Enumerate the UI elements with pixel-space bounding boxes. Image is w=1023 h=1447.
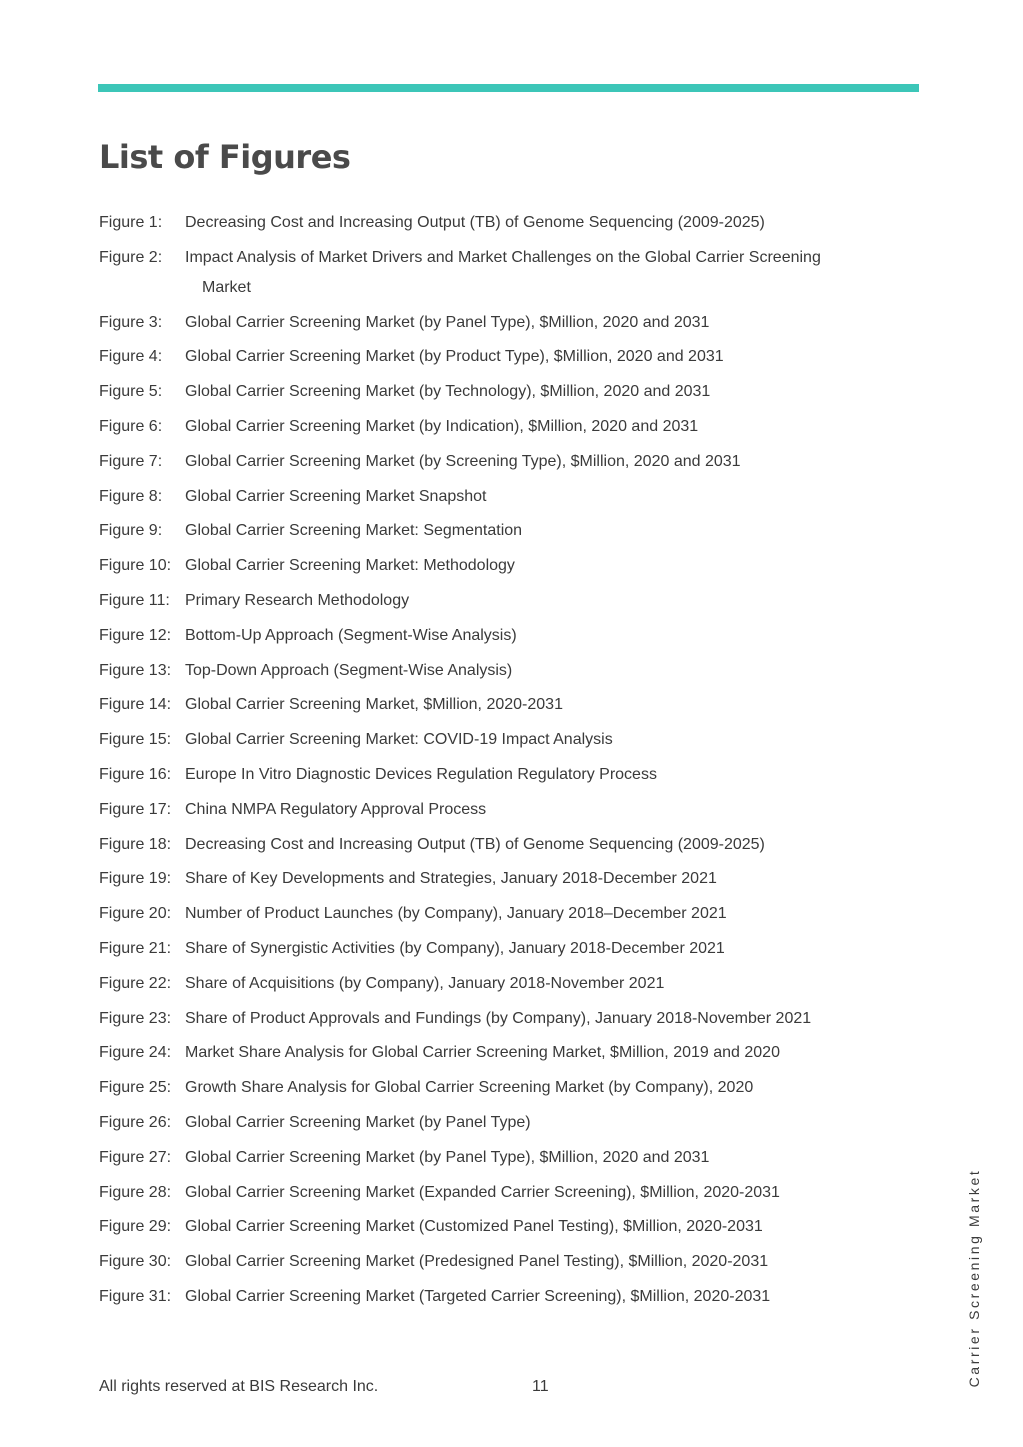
figure-title-text: Global Carrier Screening Market (Targeted Carrier Screening), $Million, 2020-2031 — [185, 1287, 771, 1305]
figure-title — [185, 412, 899, 442]
figure-title-text: Decreasing Cost and Increasing Output (TB) of Genome Sequencing (2009-2025) — [185, 835, 765, 853]
side-running-title: Carrier Screening Market — [966, 1168, 982, 1388]
figure-number: Figure 21: — [99, 939, 172, 957]
figure-title-text: Europe In Vitro Diagnostic Devices Regulation Regulatory Process — [185, 765, 657, 783]
figure-title — [185, 447, 899, 477]
figure-title-text: Global Carrier Screening Market: Methodology — [185, 557, 515, 575]
figure-title-text: Global Carrier Screening Market Snapshot — [185, 487, 487, 505]
figure-title-text: Global Carrier Screening Market (by Screening Type), $Million, 2020 and 2031 — [185, 452, 741, 470]
figure-title-text: Primary Research Methodology — [185, 591, 410, 609]
figure-title — [185, 1212, 899, 1242]
figure-title-text: Top-Down Approach (Segment-Wise Analysis) — [185, 661, 513, 679]
figure-number: Figure 18: — [99, 835, 172, 853]
figure-number: Figure 27: — [99, 1148, 172, 1166]
figure-entry — [99, 725, 899, 755]
figure-entry — [99, 656, 899, 686]
figure-entry — [99, 690, 899, 720]
figure-title — [185, 516, 899, 546]
figure-number: Figure 8: — [99, 487, 163, 505]
figure-entry — [99, 1212, 899, 1242]
figure-number: Figure 26: — [99, 1113, 172, 1131]
figure-title-text: Global Carrier Screening Market (by Panel Type), $Million, 2020 and 2031 — [185, 313, 710, 331]
figure-title-text: Decreasing Cost and Increasing Output (TB) of Genome Sequencing (2009-2025) — [185, 214, 765, 231]
figure-entry — [99, 1247, 899, 1277]
figure-number: Figure 7: — [99, 452, 163, 470]
figure-title — [185, 934, 899, 964]
figure-title-text: Global Carrier Screening Market (by Product Type), $Million, 2020 and 2031 — [185, 348, 724, 366]
figure-title — [185, 621, 899, 651]
page-title: List of Figures — [99, 138, 351, 176]
figure-title-text: Number of Product Launches (by Company), January 2018–December 2021 — [185, 905, 727, 923]
figure-title — [185, 1038, 899, 1068]
figure-title — [185, 208, 899, 238]
figure-title-text: Global Carrier Screening Market (by Panel Type), $Million, 2020 and 2031 — [185, 1148, 710, 1166]
figure-title — [185, 969, 899, 999]
figure-number: Figure 3: — [99, 313, 163, 331]
figure-title — [185, 1247, 899, 1277]
figure-title — [185, 243, 899, 303]
figure-entry — [99, 934, 899, 964]
figure-title-text: Global Carrier Screening Market (by Technology), $Million, 2020 and 2031 — [185, 383, 711, 401]
figure-title — [185, 830, 899, 860]
figure-title — [185, 1178, 899, 1208]
figure-entry — [99, 830, 899, 860]
figure-title — [185, 1108, 899, 1138]
figure-entry — [99, 1073, 899, 1103]
figure-title — [185, 377, 899, 407]
figure-title-text: Global Carrier Screening Market (by Panel Type) — [185, 1113, 531, 1131]
footer-copyright: All rights reserved at BIS Research Inc. — [99, 1378, 379, 1395]
figure-entry — [99, 1178, 899, 1208]
figure-number: Figure 24: — [99, 1044, 172, 1062]
figure-title — [185, 760, 899, 790]
figure-number: Figure 19: — [99, 870, 172, 888]
figure-title — [185, 690, 899, 720]
figure-number: Figure 15: — [99, 731, 172, 749]
figure-entry — [99, 795, 899, 825]
figure-title-text: Global Carrier Screening Market (Expanded Carrier Screening), $Million, 2020-2031 — [185, 1183, 780, 1201]
figure-number: Figure 25: — [99, 1079, 172, 1097]
page-number: 11 — [532, 1378, 549, 1395]
figure-entry — [99, 243, 899, 303]
figure-title-text: Share of Product Approvals and Fundings (by Company), January 2018-November 2021 — [185, 1009, 812, 1027]
figure-title — [185, 482, 899, 512]
figure-entry — [99, 1108, 899, 1138]
figure-entry — [99, 760, 899, 790]
figure-title-text: Global Carrier Screening Market (Predesigned Panel Testing), $Million, 2020-2031 — [185, 1253, 769, 1271]
figure-title — [185, 342, 899, 372]
figure-title — [185, 551, 899, 581]
figure-number: Figure 29: — [99, 1218, 172, 1236]
figure-number: Figure 1: — [99, 214, 163, 231]
figure-number: Figure 13: — [99, 661, 172, 679]
figure-number: Figure 22: — [99, 974, 172, 992]
figure-entry — [99, 377, 899, 407]
figure-number: Figure 2: — [99, 248, 163, 266]
figure-title-text: Global Carrier Screening Market, $Million, 2020-2031 — [185, 696, 563, 714]
figure-title-text: Global Carrier Screening Market (Customized Panel Testing), $Million, 2020-2031 — [185, 1218, 763, 1236]
figure-title — [185, 308, 899, 338]
figure-title-text: Global Carrier Screening Market (by Indication), $Million, 2020 and 2031 — [185, 417, 699, 435]
figure-number: Figure 11: — [99, 591, 170, 609]
figure-number: Figure 17: — [99, 800, 172, 818]
figure-number: Figure 14: — [99, 696, 172, 714]
figure-entry — [99, 969, 899, 999]
figure-entry — [99, 447, 899, 477]
figure-entry — [99, 208, 899, 238]
figure-title-text: Share of Synergistic Activities (by Company), January 2018-December 2021 — [185, 939, 725, 957]
figure-number: Figure 6: — [99, 417, 163, 435]
figure-entry — [99, 1038, 899, 1068]
figure-entry — [99, 1143, 899, 1173]
figure-title-text: Share of Acquisitions (by Company), January 2018-November 2021 — [185, 974, 665, 992]
figure-title — [185, 1004, 899, 1034]
figure-title — [185, 725, 899, 755]
figure-entry — [99, 516, 899, 546]
figure-title-text: Bottom-Up Approach (Segment-Wise Analysis) — [185, 626, 517, 644]
figure-title — [185, 864, 899, 894]
figure-number: Figure 28: — [99, 1183, 172, 1201]
figure-number: Figure 31: — [99, 1287, 172, 1305]
figure-title — [185, 1282, 899, 1312]
figure-title-continuation: Market — [202, 278, 251, 296]
figure-entry — [99, 308, 899, 338]
figure-title — [185, 899, 899, 929]
figure-entry — [99, 899, 899, 929]
figure-number: Figure 9: — [99, 522, 163, 540]
figure-number: Figure 12: — [99, 626, 172, 644]
figure-entry — [99, 412, 899, 442]
figure-title — [185, 795, 899, 825]
accent-divider-bar — [98, 84, 919, 92]
figure-title — [185, 1143, 899, 1173]
figure-number: Figure 23: — [99, 1009, 172, 1027]
figure-number: Figure 5: — [99, 383, 163, 401]
figure-entry — [99, 586, 899, 616]
figure-entry — [99, 482, 899, 512]
figure-number: Figure 4: — [99, 348, 163, 366]
figure-title — [185, 586, 899, 616]
figure-entry — [99, 1004, 899, 1034]
figure-number: Figure 16: — [99, 765, 172, 783]
figure-title-text: Global Carrier Screening Market: COVID-19 Impact Analysis — [185, 731, 613, 749]
figure-number: Figure 20: — [99, 905, 172, 923]
figure-title-text: Global Carrier Screening Market: Segmentation — [185, 522, 523, 540]
figure-entry — [99, 1282, 899, 1312]
figure-list — [99, 208, 899, 1317]
figure-number: Figure 30: — [99, 1253, 172, 1271]
figure-title — [185, 1073, 899, 1103]
figure-title — [185, 656, 899, 686]
figure-title-text: Market Share Analysis for Global Carrier Screening Market, $Million, 2019 and 2020 — [185, 1044, 780, 1062]
figure-entry — [99, 621, 899, 651]
figure-title-text: Impact Analysis of Market Drivers and Market Challenges on the Global Carrier Screening — [185, 248, 821, 266]
figure-entry — [99, 342, 899, 372]
figure-entry — [99, 864, 899, 894]
figure-title-text: Growth Share Analysis for Global Carrier Screening Market (by Company), 2020 — [185, 1079, 754, 1097]
figure-title-text: China NMPA Regulatory Approval Process — [185, 800, 487, 818]
figure-entry — [99, 551, 899, 581]
figure-number: Figure 10: — [99, 557, 172, 575]
figure-title-text: Share of Key Developments and Strategies, January 2018-December 2021 — [185, 870, 717, 888]
